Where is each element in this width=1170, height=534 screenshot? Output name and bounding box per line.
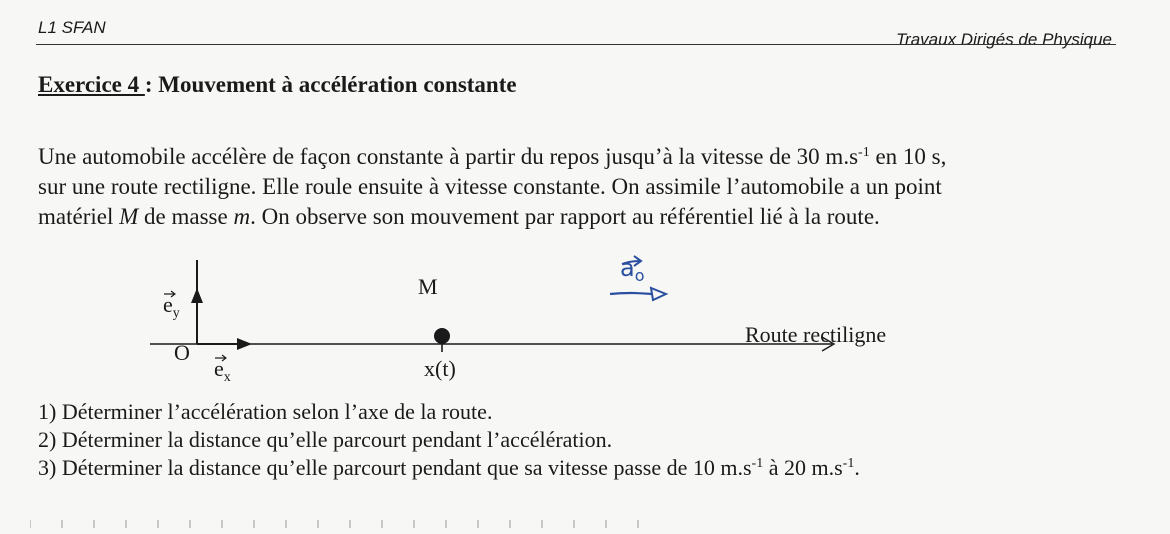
origin-label: O [174,340,190,365]
question-text: 3) Déterminer la distance qu’elle parcourt pendant que sa vitesse passe de 10 m.s [38,455,752,480]
exponent: -1 [842,456,855,471]
position-label: x(t) [424,356,456,381]
point-m-dot [434,328,450,344]
statement-text: en 10 s, [869,144,947,169]
header-rule [36,44,1116,45]
ex-label [214,356,231,385]
exponent: -1 [858,145,870,160]
statement-line-1 [38,142,1138,172]
question-3 [38,454,860,482]
statement-line-2: sur une route rectiligne. Elle roule ensuite à vitesse constante. On assimile l’automobile a un point [38,174,942,199]
exercise-title [38,72,517,98]
scan-edge-ticks [30,520,650,532]
ink-direction-arrow-icon [610,293,652,294]
statement-text: . On observe son mouvement par rapport au référentiel lié à la route. [250,204,880,229]
exponent: -1 [751,456,764,471]
ink-letter: a [620,254,635,282]
ex-letter: e [214,356,224,381]
ex-arrowhead [237,338,252,350]
ex-subscript: x [223,370,231,385]
question-text: . [854,455,860,480]
header-subject: Travaux Dirigés de Physique [895,30,1112,49]
question-list [38,398,860,482]
point-label: M [418,274,438,299]
road-label: Route rectiligne [745,322,887,347]
header-course: L1 SFAN [38,18,106,37]
ey-label [163,292,180,321]
handwritten-acceleration [620,254,645,285]
ey-subscript: y [172,306,180,321]
point-symbol: M [119,204,139,229]
question-text: à 20 m.s [763,455,843,480]
statement-line-3 [38,202,1138,232]
ey-letter: e [163,292,173,317]
mass-symbol: m [233,204,251,229]
ink-direction-head-icon [651,288,666,300]
ey-arrowhead [191,288,203,303]
ink-subscript: o [634,266,645,285]
exercise-number: Exercice 4 [38,72,145,97]
statement-text: de masse [138,204,234,229]
question-1: 1) Déterminer l’accélération selon l’axe de la route. [38,399,493,424]
statement-text: matériel [38,204,120,229]
exercise-heading: : Mouvement à accélération constante [144,72,517,97]
problem-statement [38,142,1138,232]
question-2: 2) Déterminer la distance qu’elle parcourt pendant l’accélération. [38,427,613,452]
statement-text: Une automobile accélère de façon constante à partir du repos jusqu’à la vitesse de 30 m.s [38,144,859,169]
